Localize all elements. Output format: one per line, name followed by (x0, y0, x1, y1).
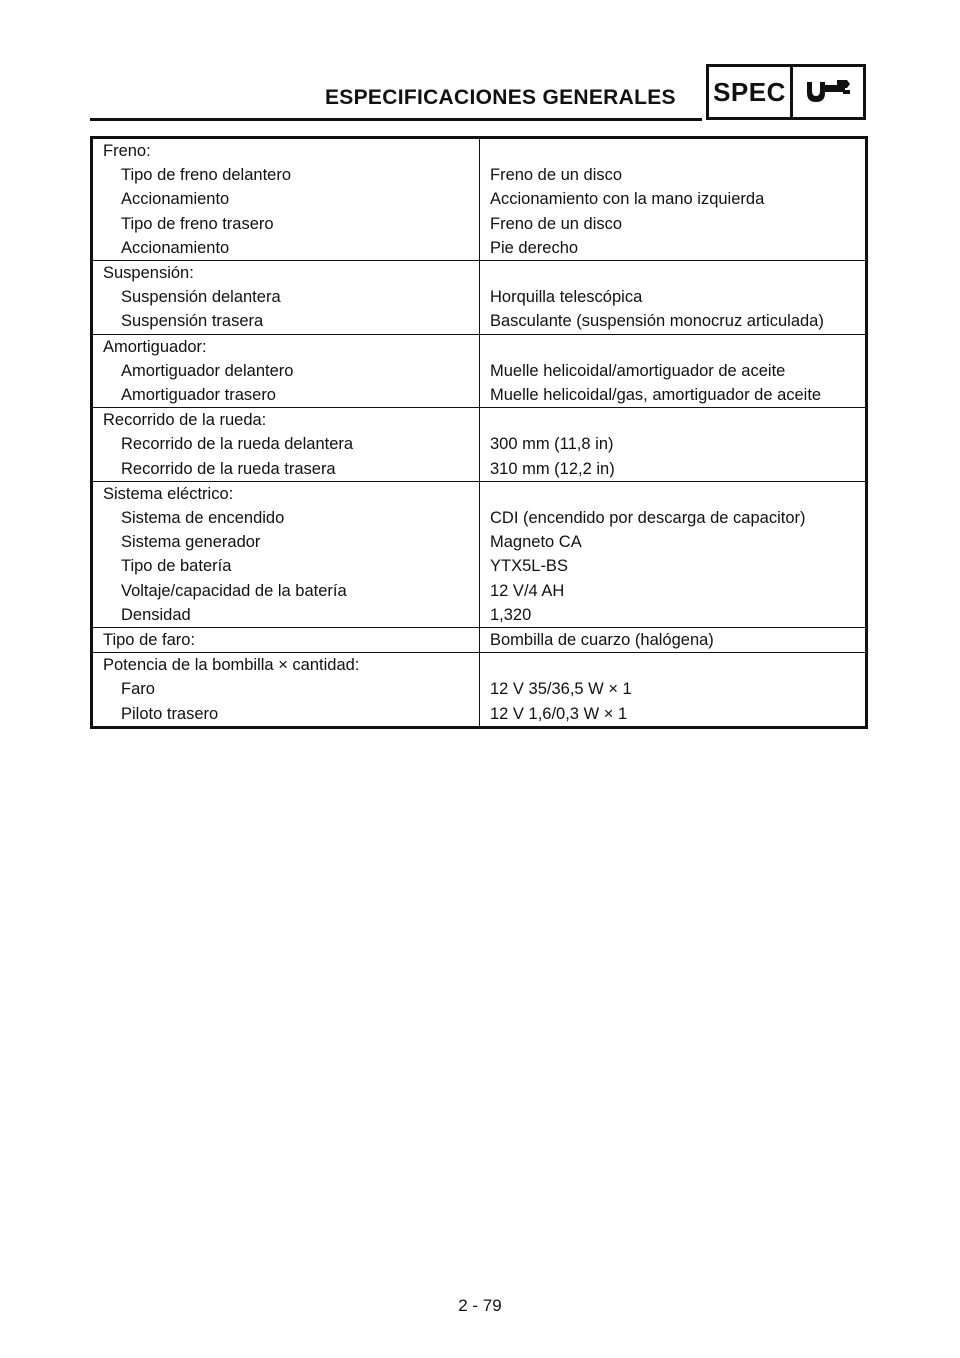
spec-value: 12 V 1,6/0,3 W × 1 (480, 702, 867, 728)
spec-label: Tipo de freno delantero (92, 163, 480, 187)
group-heading: Suspensión: (92, 261, 480, 286)
group-heading: Recorrido de la rueda: (92, 408, 480, 433)
spec-value: 1,320 (480, 603, 867, 628)
group-heading-row (92, 261, 867, 286)
group-heading: Freno: (92, 138, 480, 164)
table-row (92, 530, 867, 554)
header-rule (90, 118, 702, 121)
spec-value: 12 V 35/36,5 W × 1 (490, 680, 632, 699)
table-row (92, 285, 867, 309)
spec-label: Suspensión delantera (92, 285, 480, 309)
spec-value: 310 mm (12,2 in) (480, 457, 867, 482)
group-heading-value (480, 261, 867, 286)
group-heading-value (480, 334, 867, 359)
group-heading-row (92, 408, 867, 433)
spec-label: Sistema de encendido (92, 506, 480, 530)
table-row (92, 187, 867, 211)
spec-label: Amortiguador trasero (92, 383, 480, 408)
wrench-icon (793, 67, 863, 117)
table-row (92, 359, 867, 383)
spec-label: Tipo de batería (92, 554, 480, 578)
group-heading-value (480, 138, 867, 164)
spec-label: Densidad (92, 603, 480, 628)
spec-value: 300 mm (11,8 in) (490, 435, 614, 454)
table-row (92, 383, 867, 408)
spec-label: Recorrido de la rueda delantera (92, 432, 480, 456)
group-heading-row (92, 138, 867, 164)
group-heading: Sistema eléctrico: (92, 481, 480, 506)
spec-label: Faro (92, 677, 480, 701)
table-row (92, 212, 867, 236)
group-heading-value: Bombilla de cuarzo (halógena) (480, 628, 867, 653)
table-row (92, 457, 867, 482)
spec-label: Accionamiento (92, 187, 480, 211)
group-heading: Potencia de la bombilla × cantidad: (92, 653, 480, 678)
spec-value: Freno de un disco (490, 214, 623, 233)
spec-label: Voltaje/capacidad de la batería (92, 579, 480, 603)
spec-value: Magneto CA (490, 533, 582, 552)
table-row (92, 432, 867, 456)
group-heading-row (92, 481, 867, 506)
table-row (92, 702, 867, 728)
group-heading-value (480, 481, 867, 506)
spec-label: Sistema generador (92, 530, 480, 554)
spec-label: Recorrido de la rueda trasera (92, 457, 480, 482)
spec-label: Tipo de freno trasero (92, 212, 480, 236)
group-heading-row (92, 628, 867, 653)
spec-value: Basculante (suspensión monocruz articulada) (480, 309, 867, 334)
page-title: ESPECIFICACIONES GENERALES (325, 86, 676, 109)
table-row (92, 677, 867, 701)
table-row (92, 506, 867, 530)
group-heading-value (480, 653, 867, 678)
spec-value: Accionamiento con la mano izquierda (490, 190, 765, 209)
spec-badge-label: SPEC (709, 67, 793, 117)
group-heading-value (480, 408, 867, 433)
spec-value: YTX5L-BS (490, 557, 568, 576)
group-heading: Amortiguador: (92, 334, 480, 359)
spec-label: Piloto trasero (92, 702, 480, 728)
spec-value: CDI (encendido por descarga de capacitor) (490, 509, 806, 528)
spec-table (90, 136, 868, 729)
table-row (92, 163, 867, 187)
group-heading: Tipo de faro: (92, 628, 480, 653)
table-row (92, 603, 867, 628)
spec-badge (706, 64, 866, 120)
spec-value: 12 V/4 AH (490, 581, 565, 600)
table-row (92, 236, 867, 261)
group-heading-row (92, 653, 867, 678)
spec-value: Muelle helicoidal/gas, amortiguador de aceite (480, 383, 867, 408)
spec-label: Amortiguador delantero (92, 359, 480, 383)
group-heading-row (92, 334, 867, 359)
spec-value: Pie derecho (480, 236, 867, 261)
spec-value: Muelle helicoidal/amortiguador de aceite (490, 361, 786, 380)
table-row (92, 579, 867, 603)
spec-label: Suspensión trasera (92, 309, 480, 334)
spec-value: Freno de un disco (490, 166, 623, 185)
spec-label: Accionamiento (92, 236, 480, 261)
page-number: 2 - 79 (458, 1296, 502, 1315)
table-row (92, 309, 867, 334)
table-row (92, 554, 867, 578)
spec-table-body (92, 138, 867, 728)
spec-value: Horquilla telescópica (490, 288, 643, 307)
